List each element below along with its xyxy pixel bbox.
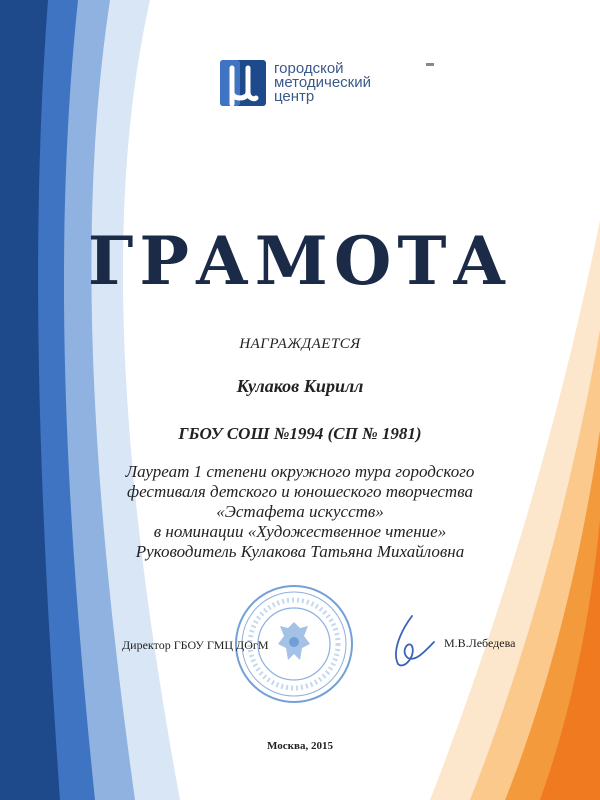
logo-line-2: методический — [274, 74, 371, 91]
description-line: «Эстафета искусств» — [216, 502, 384, 521]
description-line: фестиваля детского и юношеского творчества — [127, 482, 473, 501]
logo-line-1: городской — [274, 60, 344, 77]
award-description — [0, 462, 600, 562]
description-line: в номинации «Художественное чтение» — [153, 522, 447, 541]
awarded-label: НАГРАЖДАЕТСЯ — [239, 336, 361, 352]
director-signature — [382, 612, 438, 672]
certificate-title: ГРАМОТА — [87, 222, 513, 300]
recipient-name: Кулаков Кирилл — [236, 376, 364, 396]
logo-text — [274, 62, 371, 104]
logo-mu-icon — [218, 58, 268, 108]
printer-mark — [426, 63, 434, 66]
logo — [218, 58, 371, 108]
director-label: Директор ГБОУ ГМЦ ДОгМ — [122, 638, 269, 652]
description-line: Руководитель Кулакова Татьяна Михайловна — [135, 542, 465, 561]
director-name: М.В.Лебедева — [444, 636, 516, 650]
school-name: ГБОУ СОШ №1994 (СП № 1981) — [178, 424, 422, 443]
city-year: Москва, 2015 — [267, 740, 333, 752]
logo-line-3: центр — [274, 88, 315, 105]
description-line: Лауреат 1 степени окружного тура городского — [125, 462, 475, 481]
